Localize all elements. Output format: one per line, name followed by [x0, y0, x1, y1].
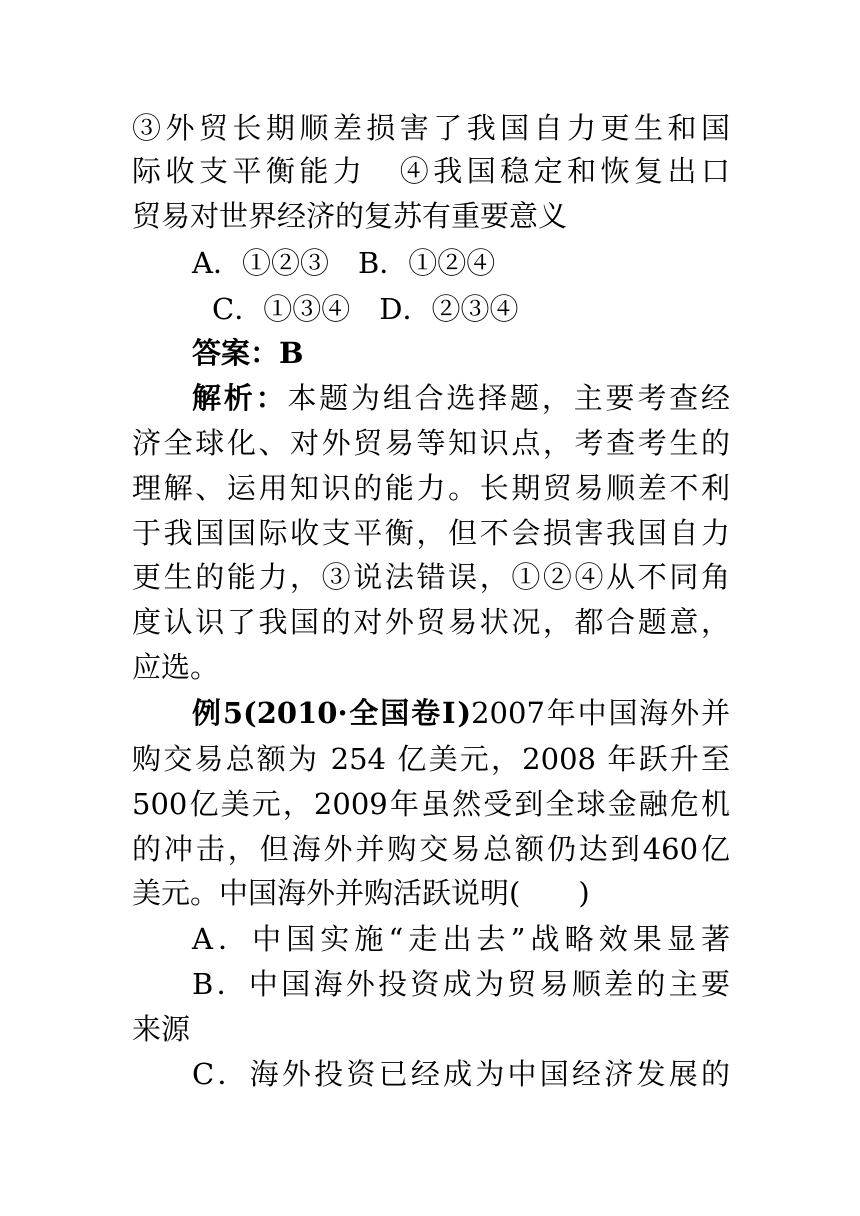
- analysis-line-7: 应选。: [132, 650, 220, 684]
- example5-line-5: 美元。中国海外并购活跃说明( ): [132, 876, 590, 910]
- answer-value: B: [279, 336, 304, 370]
- answer-line: [192, 333, 304, 373]
- example5-line-3: 500亿美元，2009年虽然受到全球金融危机: [132, 787, 730, 821]
- answer-label: 答案：: [192, 336, 280, 370]
- analysis-text-1: 本题为组合选择题，主要考查经: [287, 381, 730, 415]
- analysis-line-5: 更生的能力，③说法错误，①②④从不同角: [132, 560, 730, 594]
- example5-label: 例5: [192, 696, 244, 730]
- example5-line-4: 的冲击，但海外并购交易总额仍达到460亿: [132, 832, 730, 866]
- option-b-line-2: 来源: [132, 1012, 191, 1046]
- analysis-line-4: 于我国国际收支平衡，但不会损害我国自力: [132, 516, 730, 550]
- analysis-label: 解析：: [192, 381, 288, 415]
- example5-line-1: [192, 693, 730, 733]
- example5-line-2: 购交易总额为 254 亿美元，2008 年跃升至: [132, 742, 730, 776]
- example5-text-1: 2007年中国海外并: [471, 696, 730, 730]
- example5-source: (2010·全国卷Ⅰ): [243, 696, 472, 730]
- options-row-2: C．①③④ D．②③④: [212, 292, 519, 326]
- analysis-line-6: 度认识了我国的对外贸易状况，都合题意，: [132, 605, 730, 639]
- option-a: A．中国实施“走出去”战略效果显著: [192, 922, 730, 956]
- statement-4-line: 际收支平衡能力 ④我国稳定和恢复出口: [132, 154, 730, 188]
- analysis-line-1: [192, 378, 730, 418]
- options-row-1: A．①②③ B．①②④: [192, 246, 496, 280]
- analysis-line-2: 济全球化、对外贸易等知识点，考查考生的: [132, 426, 730, 460]
- statement-3-line: ③外贸长期顺差损害了我国自力更生和国: [132, 111, 730, 145]
- statement-4-continuation: 贸易对世界经济的复苏有重要意义: [132, 199, 568, 233]
- analysis-line-3: 理解、运用知识的能力。长期贸易顺差不利: [132, 471, 730, 505]
- option-b-line-1: B．中国海外投资成为贸易顺差的主要: [192, 967, 730, 1001]
- option-c-line-1: C．海外投资已经成为中国经济发展的: [192, 1057, 730, 1091]
